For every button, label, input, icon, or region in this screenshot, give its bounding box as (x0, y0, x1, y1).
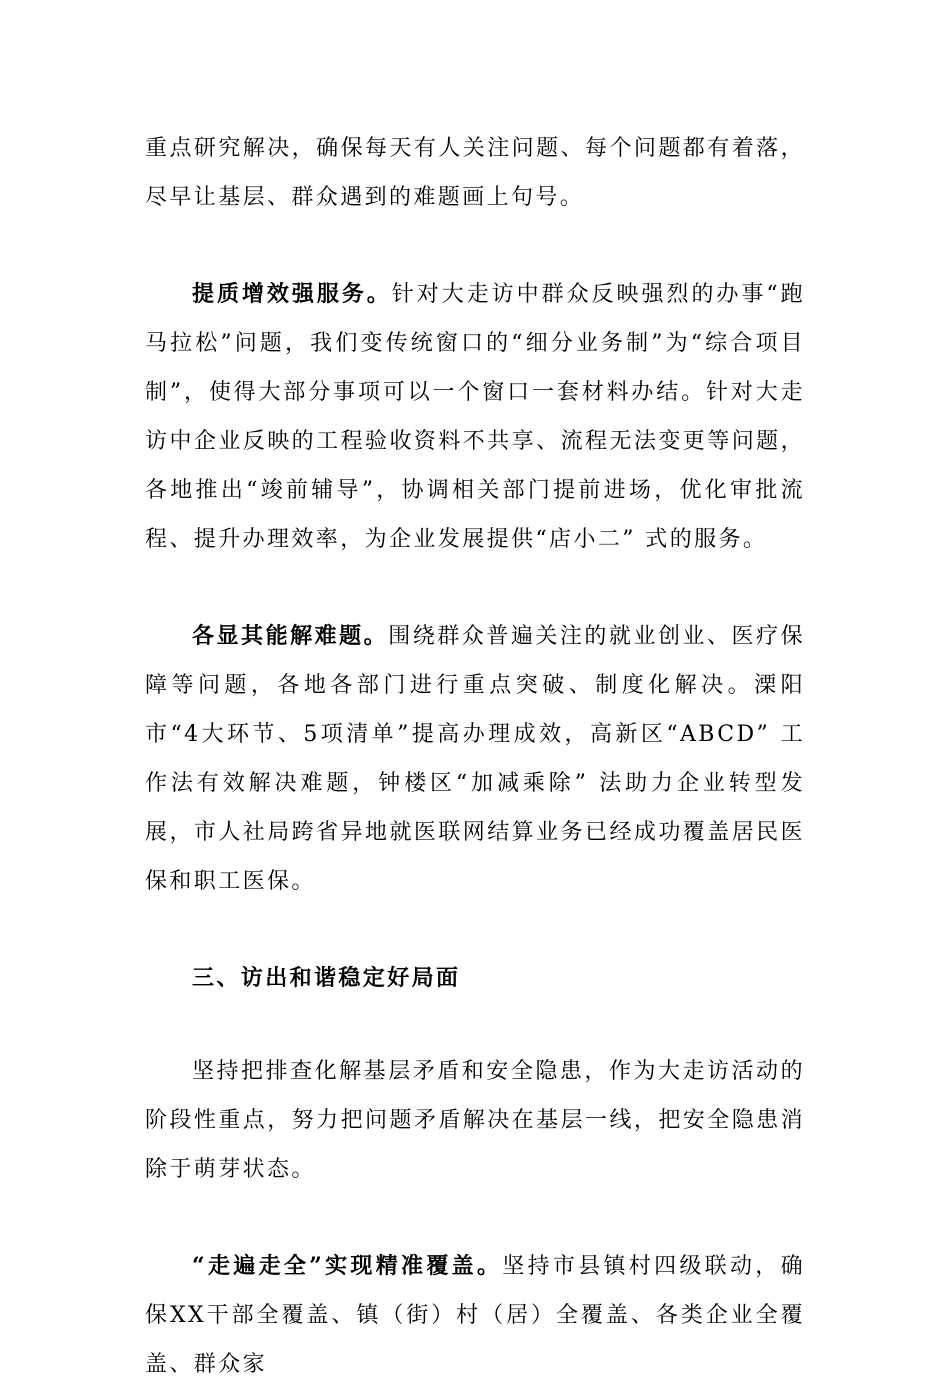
paragraph-problems (145, 612, 805, 906)
paragraph-text: 坚持市县镇村四级联动，确保XX干部全覆盖、镇（街）村（居）全覆盖、各类企业全覆盖、群众家 (145, 1254, 805, 1377)
paragraph-coverage (145, 1242, 805, 1389)
paragraph-continuation (145, 124, 805, 222)
paragraph-lead: “走遍走全”实现精准覆盖。 (192, 1253, 503, 1279)
paragraph-text: 围绕群众普遍关注的就业创业、医疗保障等问题，各地各部门进行重点突破、制度化解决。溧阳市“4大环节、5项清单”提高办理成效，高新区“ABCD” 工作法有效解决难题，钟楼区“加减乘除” 法助力企业转型发展，市人社局跨省异地就医联网结算业务已经成功覆盖居民医保和职工医保。 (145, 624, 805, 894)
paragraph-text: 重点研究解决，确保每天有人关注问题、每个问题都有着落，尽早让基层、群众遇到的难题画上句号。 (145, 136, 805, 210)
paragraph-service (145, 270, 805, 564)
document-page (145, 124, 805, 1389)
paragraph-lead: 提质增效强服务。 (192, 281, 392, 307)
paragraph-stability (145, 1047, 805, 1194)
paragraph-text: 坚持把排查化解基层矛盾和安全隐患，作为大走访活动的阶段性重点，努力把问题矛盾解决在基层一线，把安全隐患消除于萌芽状态。 (145, 1059, 805, 1182)
paragraph-lead: 各显其能解难题。 (192, 623, 389, 649)
paragraph-text: 针对大走访中群众反映强烈的办事“跑马拉松”问题，我们变传统窗口的“细分业务制”为“综合项目制”，使得大部分事项可以一个窗口一套材料办结。针对大走访中企业反映的工程验收资料不共享、流程无法变更等问题，各地推出“竣前辅导”，协调相关部门提前进场，优化审批流程、提升办理效率，为企业发展提供“店小二” 式的服务。 (145, 282, 805, 552)
section-heading: 三、访出和谐稳定好局面 (192, 965, 461, 991)
